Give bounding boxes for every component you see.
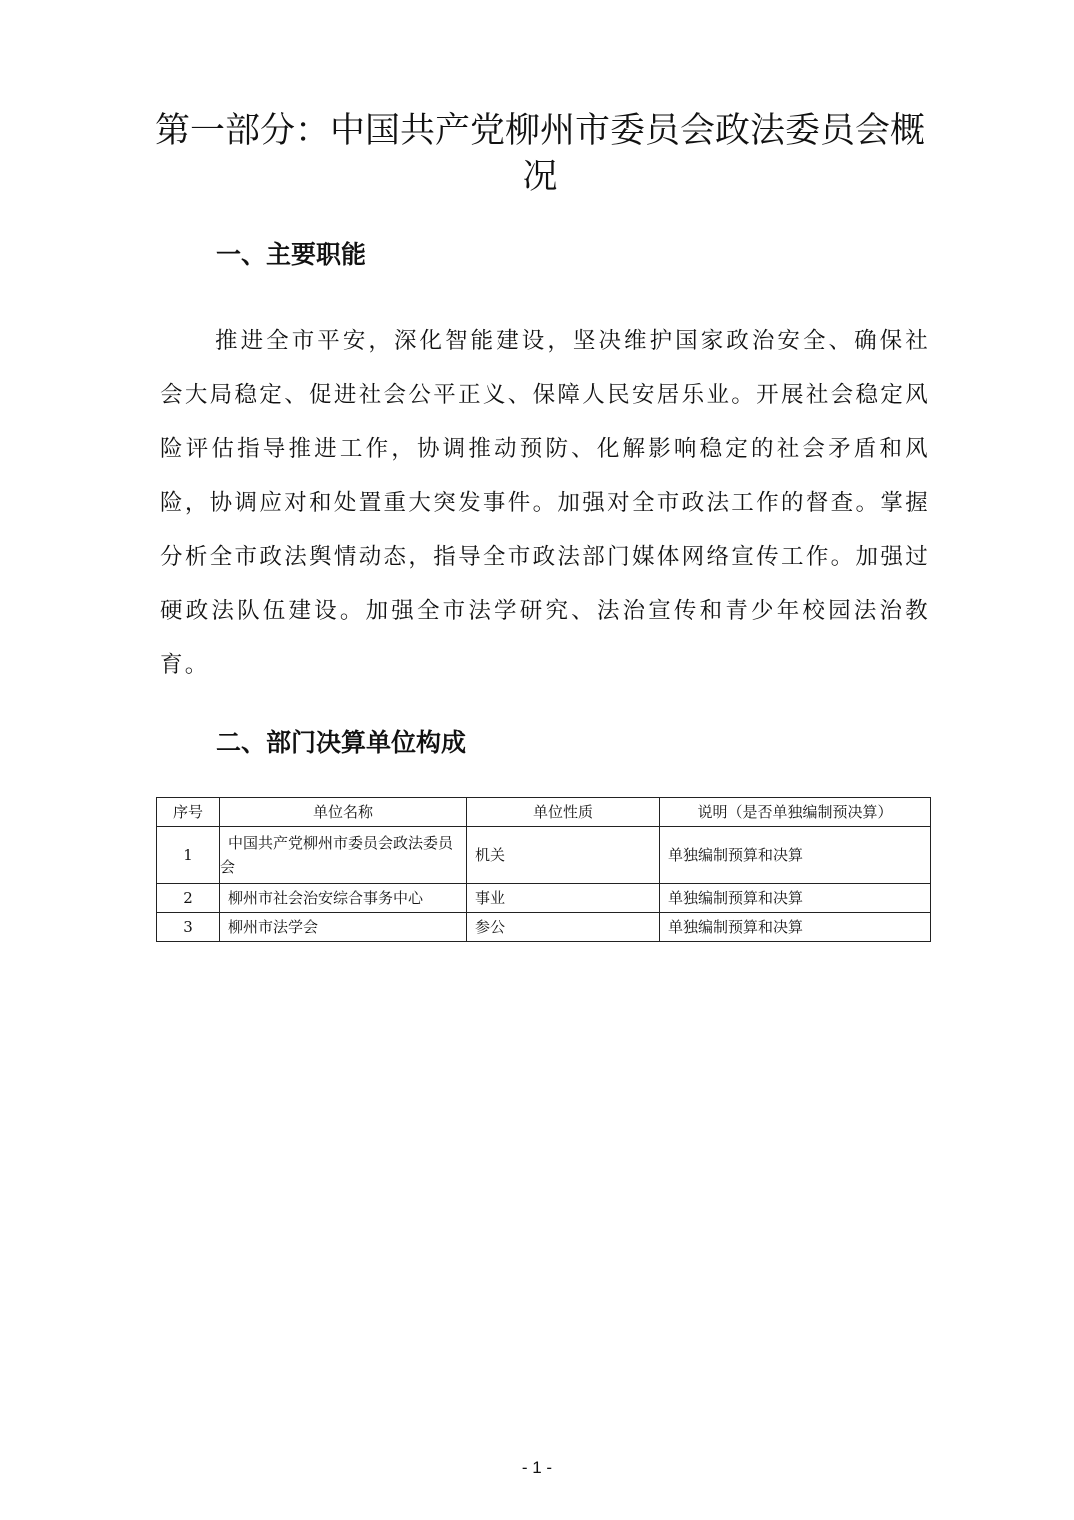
cell-note: 单独编制预算和决算 xyxy=(660,884,931,913)
cell-note: 单独编制预算和决算 xyxy=(660,827,931,884)
cell-seq: 1 xyxy=(157,827,220,884)
header-name: 单位名称 xyxy=(220,798,467,827)
table-row xyxy=(157,884,931,913)
table-row xyxy=(157,913,931,942)
page-number: - 1 - xyxy=(521,1458,553,1477)
cell-nature: 参公 xyxy=(467,913,660,942)
main-functions-paragraph: 推进全市平安，深化智能建设，坚决维护国家政治安全、确保社会大局稳定、促进社会公平正义、保障人民安居乐业。开展社会稳定风险评估指导推进工作，协调推动预防、化解影响稳定的社会矛盾和风险，协调应对和处置重大突发事件。加强对全市政法工作的督查。掌握分析全市政法舆情动态，指导全市政法部门媒体网络宣传工作。加强过硬政法队伍建设。加强全市法学研究、法治宣传和青少年校园法治教育。 xyxy=(160,328,930,678)
cell-name: 柳州市法学会 xyxy=(220,913,467,942)
section-heading-unit-composition: 二、部门决算单位构成 xyxy=(216,728,467,757)
unit-composition-table xyxy=(156,797,931,942)
cell-nature: 机关 xyxy=(467,827,660,884)
cell-seq: 3 xyxy=(157,913,220,942)
cell-name: 柳州市社会治安综合事务中心 xyxy=(220,884,467,913)
cell-seq: 2 xyxy=(157,884,220,913)
table-header-row xyxy=(157,798,931,827)
cell-note: 单独编制预算和决算 xyxy=(660,913,931,942)
cell-name-text: 中国共产党柳州市委员会政法委员会 xyxy=(220,834,454,876)
header-note: 说明（是否单独编制预决算） xyxy=(660,798,931,827)
page-title: 第一部分：中国共产党柳州市委员会政法委员会概况 xyxy=(154,111,925,197)
cell-name xyxy=(220,827,467,884)
header-nature: 单位性质 xyxy=(467,798,660,827)
section-heading-main-functions: 一、主要职能 xyxy=(216,240,367,269)
table-row xyxy=(157,827,931,884)
cell-nature: 事业 xyxy=(467,884,660,913)
header-seq: 序号 xyxy=(157,798,220,827)
